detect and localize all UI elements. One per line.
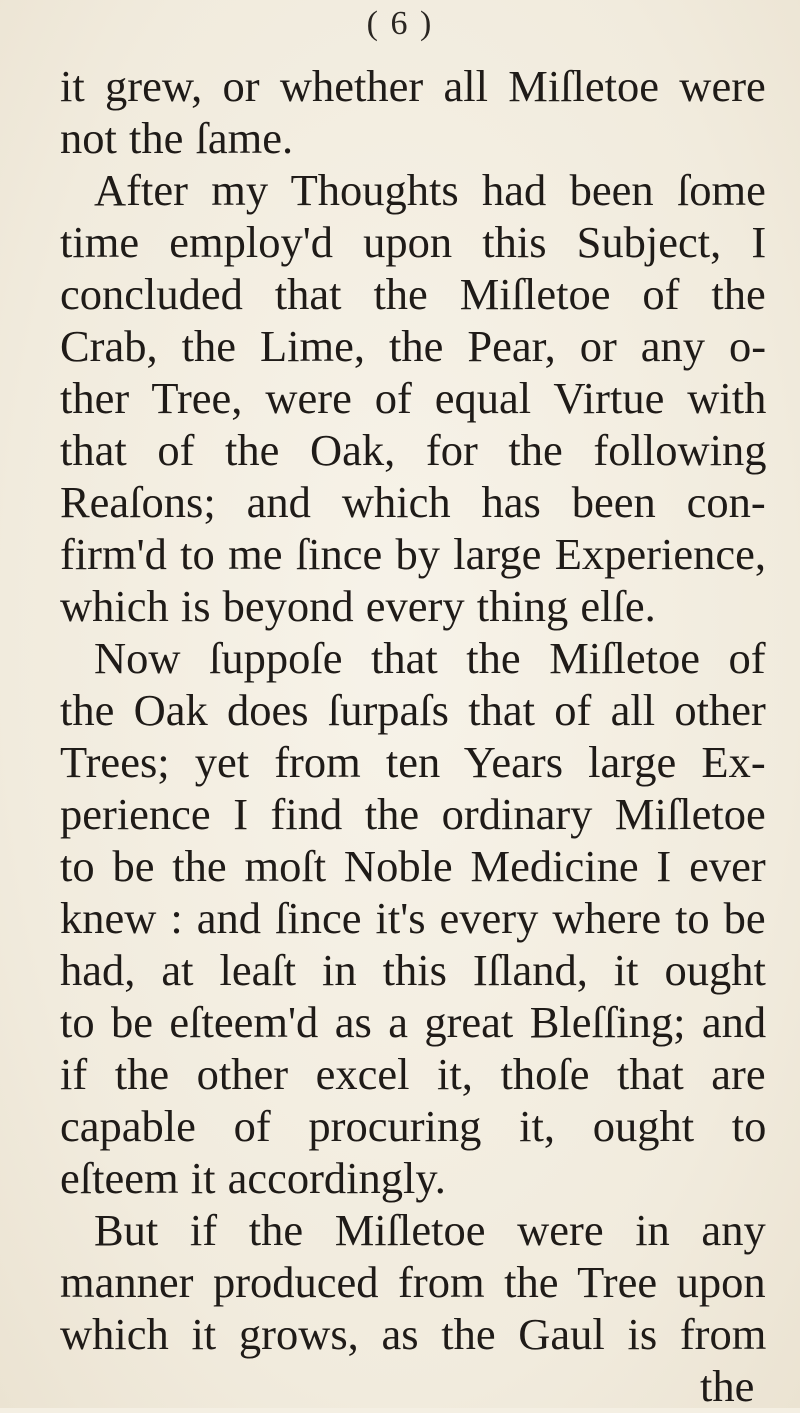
text-line: to be the moſt Noble Medicine I ever	[60, 841, 766, 891]
text-line: Reaſons; and which has been con-	[60, 477, 766, 527]
page-number: ( 6 )	[366, 5, 434, 42]
text-line: which it grows, as the Gaul is from	[60, 1309, 767, 1359]
text-line: time employ'd upon this Subject, I	[60, 217, 767, 267]
text-line: not the ſame.	[60, 113, 294, 163]
text-line: that of the Oak, for the following	[60, 425, 767, 475]
text-line: which is beyond every thing elſe.	[60, 581, 656, 631]
text-line: concluded that the Miſletoe of the	[60, 269, 766, 319]
catchword: the	[700, 1361, 755, 1411]
text-line: the Oak does ſurpaſs that of all other	[60, 685, 766, 735]
text-line: perience I find the ordinary Miſletoe	[60, 789, 766, 839]
text-line: knew : and ſince it's every where to be	[60, 893, 766, 943]
text-line: Crab, the Lime, the Pear, or any o-	[60, 321, 767, 371]
text-line: firm'd to me ſince by large Experience,	[60, 529, 766, 579]
text-line: had, at leaſt in this Iſland, it ought	[60, 945, 766, 995]
text-line: eſteem it accordingly.	[60, 1153, 446, 1203]
text-line: capable of procuring it, ought to	[60, 1101, 767, 1151]
text-line: to be eſteem'd as a great Bleſſing; and	[60, 997, 767, 1047]
text-line: ther Tree, were of equal Virtue with	[60, 373, 767, 423]
text-line: if the other excel it, thoſe that are	[60, 1049, 766, 1099]
text-line: manner produced from the Tree upon	[60, 1257, 766, 1307]
text-line: But if the Miſletoe were in any	[94, 1205, 766, 1255]
text-line: it grew, or whether all Miſletoe were	[60, 61, 766, 111]
text-line: Trees; yet from ten Years large Ex-	[60, 737, 766, 787]
text-line: Now ſuppoſe that the Miſletoe of	[94, 633, 766, 683]
text-line: After my Thoughts had been ſome	[94, 165, 766, 215]
